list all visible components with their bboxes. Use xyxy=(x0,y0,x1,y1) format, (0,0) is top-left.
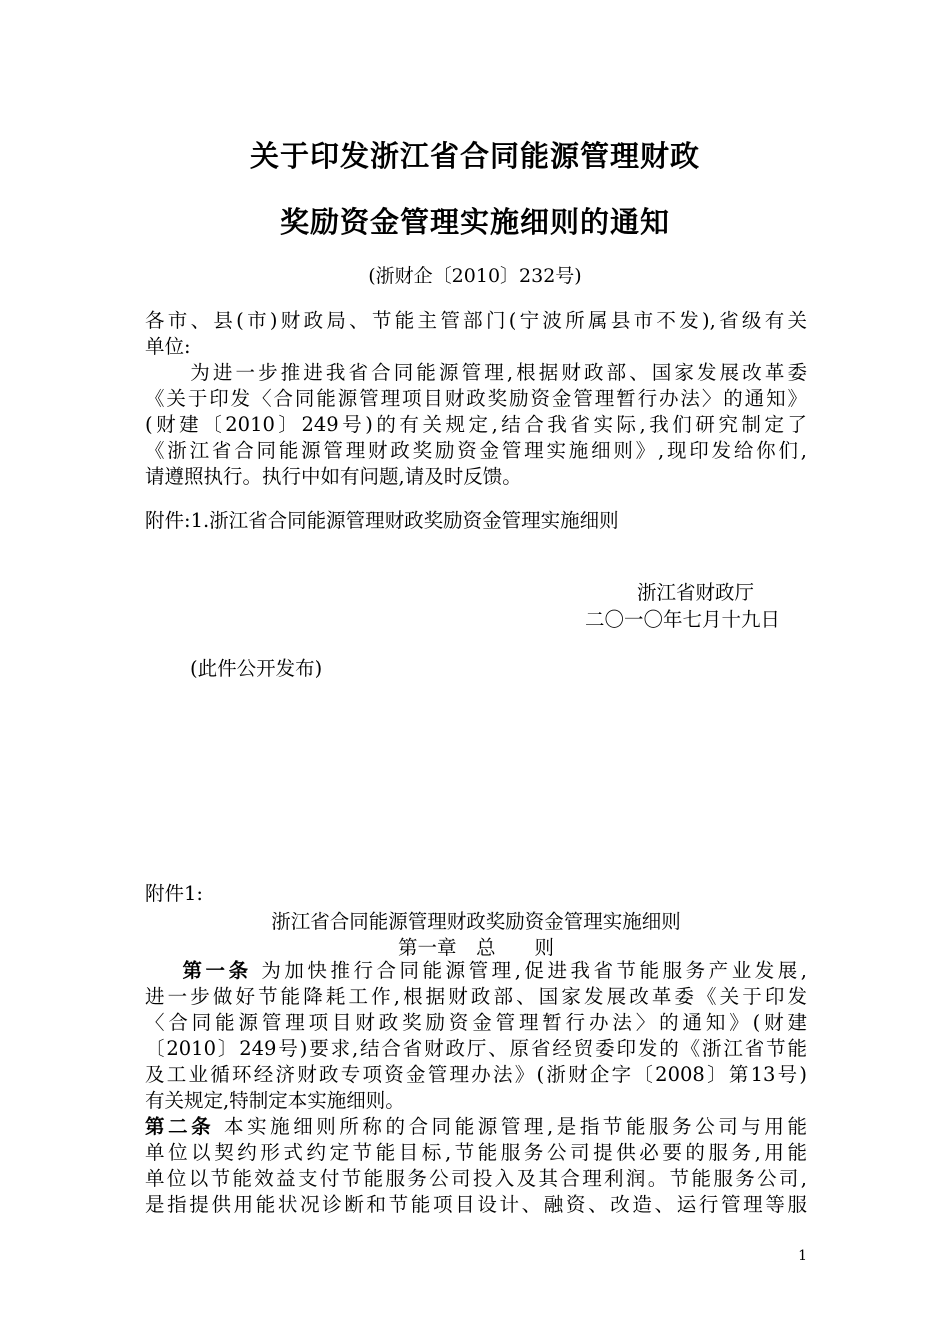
article-2-line-1 xyxy=(145,1114,807,1140)
page-number: 1 xyxy=(798,1248,807,1264)
article-2-line-3: 单位以节能效益支付节能服务公司投入及其合理利润。节能服务公司, xyxy=(145,1167,807,1190)
issue-date: 二〇一〇年七月十九日 xyxy=(585,608,781,631)
article-1-line-6: 有关规定,特制定本实施细则。 xyxy=(145,1089,405,1112)
annex-label: 附件1: xyxy=(145,882,203,905)
article-1-line-4: 〔2010〕249号)要求,结合省财政厅、原省经贸委印发的《浙江省节能 xyxy=(145,1037,807,1060)
intro-line-4: 《浙江省合同能源管理财政奖励资金管理实施细则》,现印发给你们, xyxy=(145,439,807,462)
article-1 xyxy=(145,958,807,1114)
article-1-line-1 xyxy=(145,958,807,984)
publication-note: (此件公开发布) xyxy=(190,657,323,680)
recipients xyxy=(145,308,807,360)
recipients-line-1: 各市、县(市)财政局、节能主管部门(宁波所属县市不发),省级有关 xyxy=(145,309,807,332)
article-2-line-2: 单位以契约形式约定节能目标,节能服务公司提供必要的服务,用能 xyxy=(145,1141,807,1164)
recipients-line-2: 单位: xyxy=(145,335,191,358)
article-2 xyxy=(145,1114,807,1218)
intro-line-2: 《关于印发〈合同能源管理项目财政奖励资金管理暂行办法〉的通知》 xyxy=(145,387,807,410)
intro-line-3: (财建〔2010〕249号)的有关规定,结合我省实际,我们研究制定了 xyxy=(145,413,807,436)
chapter-heading: 第一章 总 则 xyxy=(397,936,554,959)
article-2-label: 第二条 xyxy=(145,1115,215,1138)
intro-line-1: 为进一步推进我省合同能源管理,根据财政部、国家发展改革委 xyxy=(145,361,807,384)
title-line-1: 关于印发浙江省合同能源管理财政 xyxy=(249,139,700,173)
intro-paragraph xyxy=(145,360,807,490)
annex-title: 浙江省合同能源管理财政奖励资金管理实施细则 xyxy=(271,910,681,933)
intro-line-5: 请遵照执行。执行中如有问题,请及时反馈。 xyxy=(145,465,522,488)
article-1-line-3: 〈合同能源管理项目财政奖励资金管理暂行办法〉的通知》(财建 xyxy=(145,1011,807,1034)
attachment-line: 附件:1.浙江省合同能源管理财政奖励资金管理实施细则 xyxy=(145,509,619,532)
article-1-line-2: 进一步做好节能降耗工作,根据财政部、国家发展改革委《关于印发 xyxy=(145,985,807,1008)
document-number: (浙财企〔2010〕232号) xyxy=(368,265,582,287)
article-2-text-1: 本实施细则所称的合同能源管理,是指节能服务公司与用能 xyxy=(224,1115,807,1138)
title-line-2: 奖励资金管理实施细则的通知 xyxy=(279,205,670,239)
article-1-label: 第一条 xyxy=(179,959,252,982)
article-2-line-4: 是指提供用能状况诊断和节能项目设计、融资、改造、运行管理等服 xyxy=(145,1193,807,1216)
issuer: 浙江省财政厅 xyxy=(637,581,755,604)
article-1-line-5: 及工业循环经济财政专项资金管理办法》(浙财企字〔2008〕第13号) xyxy=(145,1063,807,1086)
article-1-text-1: 为加快推行合同能源管理,促进我省节能服务产业发展, xyxy=(261,959,807,982)
